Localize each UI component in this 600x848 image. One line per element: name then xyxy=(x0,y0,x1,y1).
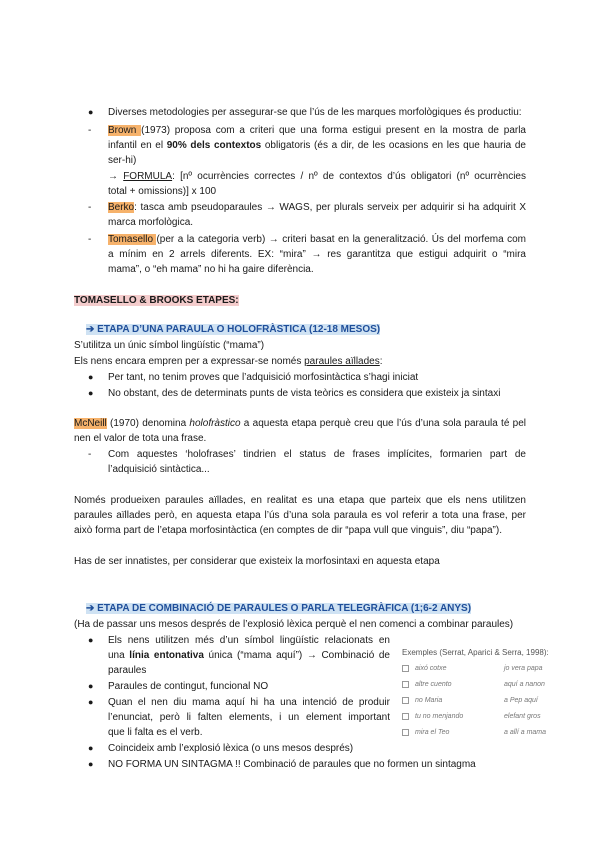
mcneill-name: McNeill xyxy=(74,418,107,429)
bullet-dot: ● xyxy=(88,635,94,645)
brown-formula-line-1: → FORMULA: [nº ocurrències correctes / nº de contextos d’ús obligatori (nº ocurrències xyxy=(108,171,526,182)
tomasello-line-2: a mínim en 2 arrels diferents. EX: “mira” → res garantitza que estigui adquirit o “mira xyxy=(108,249,526,260)
tomasello-line-3: mama”, o “eh mama” no hi ha gaire diferència. xyxy=(108,264,314,275)
example-row: aixó cotxe jo vera papa xyxy=(402,663,557,674)
berko-name: Berko xyxy=(108,202,135,213)
examples-title: Exemples (Serrat, Aparici & Serra, 1998): xyxy=(402,648,549,657)
stage2-bullet-1-line-2: una línia entonativa única (“mama aquí”) → Combinació de xyxy=(108,650,390,661)
bullet-dot: ● xyxy=(88,743,94,753)
example-row: tu no menjando elefant gros xyxy=(402,711,557,722)
stage1-para-line-2: paraules aïllades però, en aquesta etapa l’ús d’una sola paraula es vol referir a tota una frase, per xyxy=(74,510,526,521)
dash-marker: - xyxy=(88,449,92,460)
stage2-bullet-1-line-3: paraules xyxy=(108,665,147,676)
checkbox-square-icon xyxy=(402,729,409,736)
stage2-bullet-5: NO FORMA UN SINTAGMA !! Combinació de paraules que no formen un sintagma xyxy=(108,759,476,770)
bullet-dot: ● xyxy=(88,107,94,117)
example-row: no Maria a Pep aquí xyxy=(402,695,557,706)
stage1-bullet-2: No obstant, des de determinats punts de vista teòrics es considera que existeix ja sintaxi xyxy=(108,388,501,399)
stage2-heading: ➔ ETAPA DE COMBINACIÓ DE PARAULES O PARLA TELEGRÀFICA (1;6-2 ANYS) xyxy=(86,603,472,614)
stage1-para-line-3: això forma part de l’etapa morfosintàctica (en comptes de dir “papa vull que vinguis”, diu “papa”). xyxy=(74,525,502,536)
bullet-dot: ● xyxy=(88,697,94,707)
example-row: altre cuento aquí a nanon xyxy=(402,679,557,690)
mcneill-dash-line-2: l’adquisició sintàctica... xyxy=(108,464,210,475)
stage2-bullet-3-line-3: que li falta es el verb. xyxy=(108,727,203,738)
tomasello-name: Tomasello xyxy=(108,234,157,245)
stage1-bullet-1: Per tant, no tenim proves que l’adquisició morfosintàctica s’hagi iniciat xyxy=(108,372,419,383)
berko-line-1: Berko: tasca amb pseudoparaules → WAGS, per plurals serveix per adquirir si ha adquirit X xyxy=(108,202,526,213)
stage1-line-2: Els nens encara empren per a expressar-se només paraules aïllades: xyxy=(74,356,383,367)
mcneill-line-1: McNeill (1970) denomina holofràstico a aquesta etapa perquè creu que l’ús d’una sola paraula té pel xyxy=(74,418,526,429)
tomasello-line-1: Tomasello (per a la categoria verb) → criteri basat en la generalització. Ús del morfema com xyxy=(108,234,526,245)
stages-title: TOMASELLO & BROOKS ETAPES: xyxy=(74,295,239,306)
methodologies-intro: Diverses metodologies per assegurar-se que l’ús de les marques morfològiques és productiu: xyxy=(108,107,522,118)
dash-marker: - xyxy=(88,234,92,245)
mcneill-line-2: nen el valor de tota una frase. xyxy=(74,433,207,444)
stage2-bullet-3-line-1: Quan el nen diu mama aquí hi ha una intenció de produir xyxy=(108,697,390,708)
bullet-dot: ● xyxy=(88,388,94,398)
stage1-line-1: S’utilitza un únic símbol lingüístic (“mama”) xyxy=(74,340,265,351)
examples-figure xyxy=(402,648,557,752)
stage2-line-1: (Ha de passar uns mesos després de l’explosió lèxica perquè el nen comenci a combinar paraules) xyxy=(74,619,514,630)
stage2-bullet-2: Paraules de contingut, funcional NO xyxy=(108,681,269,692)
dash-marker: - xyxy=(88,125,92,136)
brown-name: Brown xyxy=(108,125,142,136)
bullet-dot: ● xyxy=(88,759,94,769)
bullet-dot: ● xyxy=(88,681,94,691)
checkbox-square-icon xyxy=(402,713,409,720)
mcneill-dash-line-1: Com aquestes ‘holofrases’ tindrien el status de frases implícites, formarien part de xyxy=(108,449,526,460)
checkbox-square-icon xyxy=(402,697,409,704)
checkbox-square-icon xyxy=(402,665,409,672)
brown-line-3: ser-hi) xyxy=(108,155,137,166)
berko-line-2: marca morfològica. xyxy=(108,217,194,228)
stage2-bullet-3-line-2: l’enunciat, però li falten elements, i un element important xyxy=(108,712,390,723)
dash-marker: - xyxy=(88,202,92,213)
stage1-para-line-4: Has de ser innatistes, per considerar que existeix la morfosintaxi en aquesta etapa xyxy=(74,556,440,567)
brown-line-1: Brown (1973) proposa com a criteri que una forma estigui present en la mostra de parla xyxy=(108,125,526,136)
checkbox-square-icon xyxy=(402,681,409,688)
stage2-bullet-1-line-1: Els nens utilitzen més d’un símbol lingüístic relacionats en xyxy=(108,635,390,646)
stage1-para-line-1: Només produeixen paraules aïllades, en realitat es una etapa que parteix que els nens utilitzen xyxy=(74,495,526,506)
stage1-heading: ➔ ETAPA D’UNA PARAULA O HOLOFRÀSTICA (12-18 MESOS) xyxy=(86,324,381,335)
bullet-dot: ● xyxy=(88,372,94,382)
example-row: mira el Teo a allí a mama xyxy=(402,727,557,738)
brown-line-2: infantil en el 90% dels contextos obligatoris (és a dir, de les ocasions en les que hauria de xyxy=(108,140,526,151)
stage2-bullet-4: Coincideix amb l’explosió lèxica (o uns mesos després) xyxy=(108,743,354,754)
brown-formula-line-2: total + omissions)] x 100 xyxy=(108,186,217,197)
